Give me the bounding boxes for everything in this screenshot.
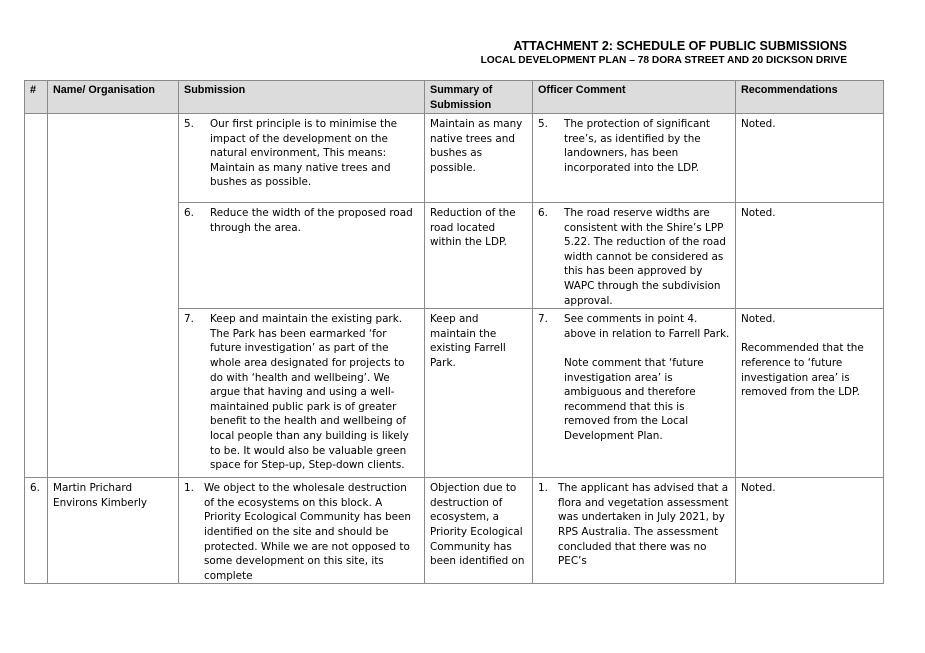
submission-cell — [179, 478, 425, 584]
officer-comment-text: The protection of significant tree’s, as identified by the landowners, has been incorporated into the LDP. — [564, 118, 710, 174]
recommendation-text: Noted. — [741, 313, 776, 326]
officer-comment-item — [538, 206, 730, 308]
officer-comment-text: The applicant has advised that a flora and vegetation assessment was undertaken in July 2021, by RPS Australia. The assessment concluded that there was no PEC’s — [558, 482, 729, 568]
row-name-cell — [48, 114, 179, 203]
officer-comment-cell — [533, 309, 736, 478]
submission-item-number: 6. — [184, 207, 194, 219]
row-name-cell — [48, 203, 179, 309]
row-name-cell — [48, 309, 179, 478]
submitter-name: Martin Prichard — [53, 482, 133, 495]
officer-comment-cell — [533, 478, 736, 584]
summary-cell: Maintain as many native trees and bushes as possible. — [425, 114, 533, 203]
submission-cell — [179, 203, 425, 309]
officer-comment-number: 6. — [538, 207, 548, 219]
column-header-summary: Summary of Submission — [425, 81, 533, 114]
officer-comment-cell — [533, 203, 736, 309]
table-row — [25, 309, 884, 478]
submission-item — [184, 312, 419, 473]
submission-item-number: 7. — [184, 313, 194, 326]
submission-text: Keep and maintain the existing park. The Park has been earmarked ‘for future investigation’ as part of the whole area designated for projects to do with ‘health and wellbeing’. We argue that having and using a well-maintained public park is of greater benefit to the health and wellbeing of local people than any building is likely to be. It would also be valuable green space for Step-up, Step-down clients. — [210, 313, 409, 472]
table-row — [25, 478, 884, 584]
submissions-table — [24, 80, 884, 584]
officer-comment-text: See comments in point 4. above in relation to Farrell Park. — [564, 313, 730, 340]
recommendation-cell — [736, 309, 884, 478]
officer-comment-cell — [533, 114, 736, 203]
submitter-organisation: Environs Kimberly — [53, 496, 148, 509]
submission-text-continued: Maintain as many native trees and bushes as possible. — [210, 161, 391, 189]
summary-cell: Objection due to destruction of ecosystem, a Priority Ecological Community has been identified on — [425, 478, 533, 584]
submission-text: We object to the wholesale destruction of the ecosystems on this block. A Priority Ecological Community has been identified on the site and should be protected. While we are not opposed to some development on this site, its complete — [204, 482, 411, 582]
row-number-cell — [25, 309, 48, 478]
officer-comment-number: 5. — [538, 118, 548, 130]
column-header-officer-comment: Officer Comment — [533, 81, 736, 114]
officer-comment-number: 1. — [538, 482, 548, 495]
summary-cell: Keep and maintain the existing Farrell Park. — [425, 309, 533, 478]
recommendation-cell: Noted. — [736, 114, 884, 203]
submission-item — [184, 206, 419, 235]
row-number-cell — [25, 203, 48, 309]
officer-comment-item — [538, 117, 730, 175]
paragraph-gap — [741, 327, 878, 342]
submission-text: Our first principle is to minimise the impact of the development on the natural environment, This means: — [210, 118, 398, 160]
column-header-name: Name/ Organisation — [48, 81, 179, 114]
column-header-submission: Submission — [179, 81, 425, 114]
officer-comment-item — [538, 481, 730, 569]
officer-comment-text: The road reserve widths are consistent with the Shire’s LPP 5.22. The reduction of the road width cannot be considered as this has been approved by WAPC through the subdivision approval. — [564, 207, 726, 307]
recommendation-cell: Noted. — [736, 478, 884, 584]
submission-item — [184, 481, 419, 583]
document-subtitle: LOCAL DEVELOPMENT PLAN – 78 DORA STREET AND 20 DICKSON DRIVE — [480, 55, 847, 66]
document-title: ATTACHMENT 2: SCHEDULE OF PUBLIC SUBMISSIONS — [513, 39, 847, 53]
recommendation-text-continued: Recommended that the reference to ‘future investigation area’ is removed from the LDP. — [741, 342, 864, 399]
submission-item-number: 5. — [184, 118, 194, 130]
officer-comment-number: 7. — [538, 313, 548, 326]
table-row — [25, 114, 884, 203]
officer-comment-item — [538, 312, 730, 443]
row-name-cell — [48, 478, 179, 584]
submission-cell — [179, 114, 425, 203]
recommendation-cell: Noted. — [736, 203, 884, 309]
column-header-number: # — [25, 81, 48, 114]
row-number-cell — [25, 114, 48, 203]
submission-text: Reduce the width of the proposed road through the area. — [210, 207, 413, 234]
row-number-cell: 6. — [25, 478, 48, 584]
submission-item-number: 1. — [184, 482, 194, 495]
submission-item — [184, 117, 419, 190]
table-row — [25, 203, 884, 309]
summary-cell: Reduction of the road located within the LDP. — [425, 203, 533, 309]
column-header-recommendations: Recommendations — [736, 81, 884, 114]
paragraph-gap — [564, 341, 730, 356]
officer-comment-text-continued: Note comment that ‘future investigation area’ is ambiguous and therefore recommend that this is removed from the Local Development Plan. — [564, 356, 704, 442]
table-header-row — [25, 81, 884, 114]
submission-cell — [179, 309, 425, 478]
